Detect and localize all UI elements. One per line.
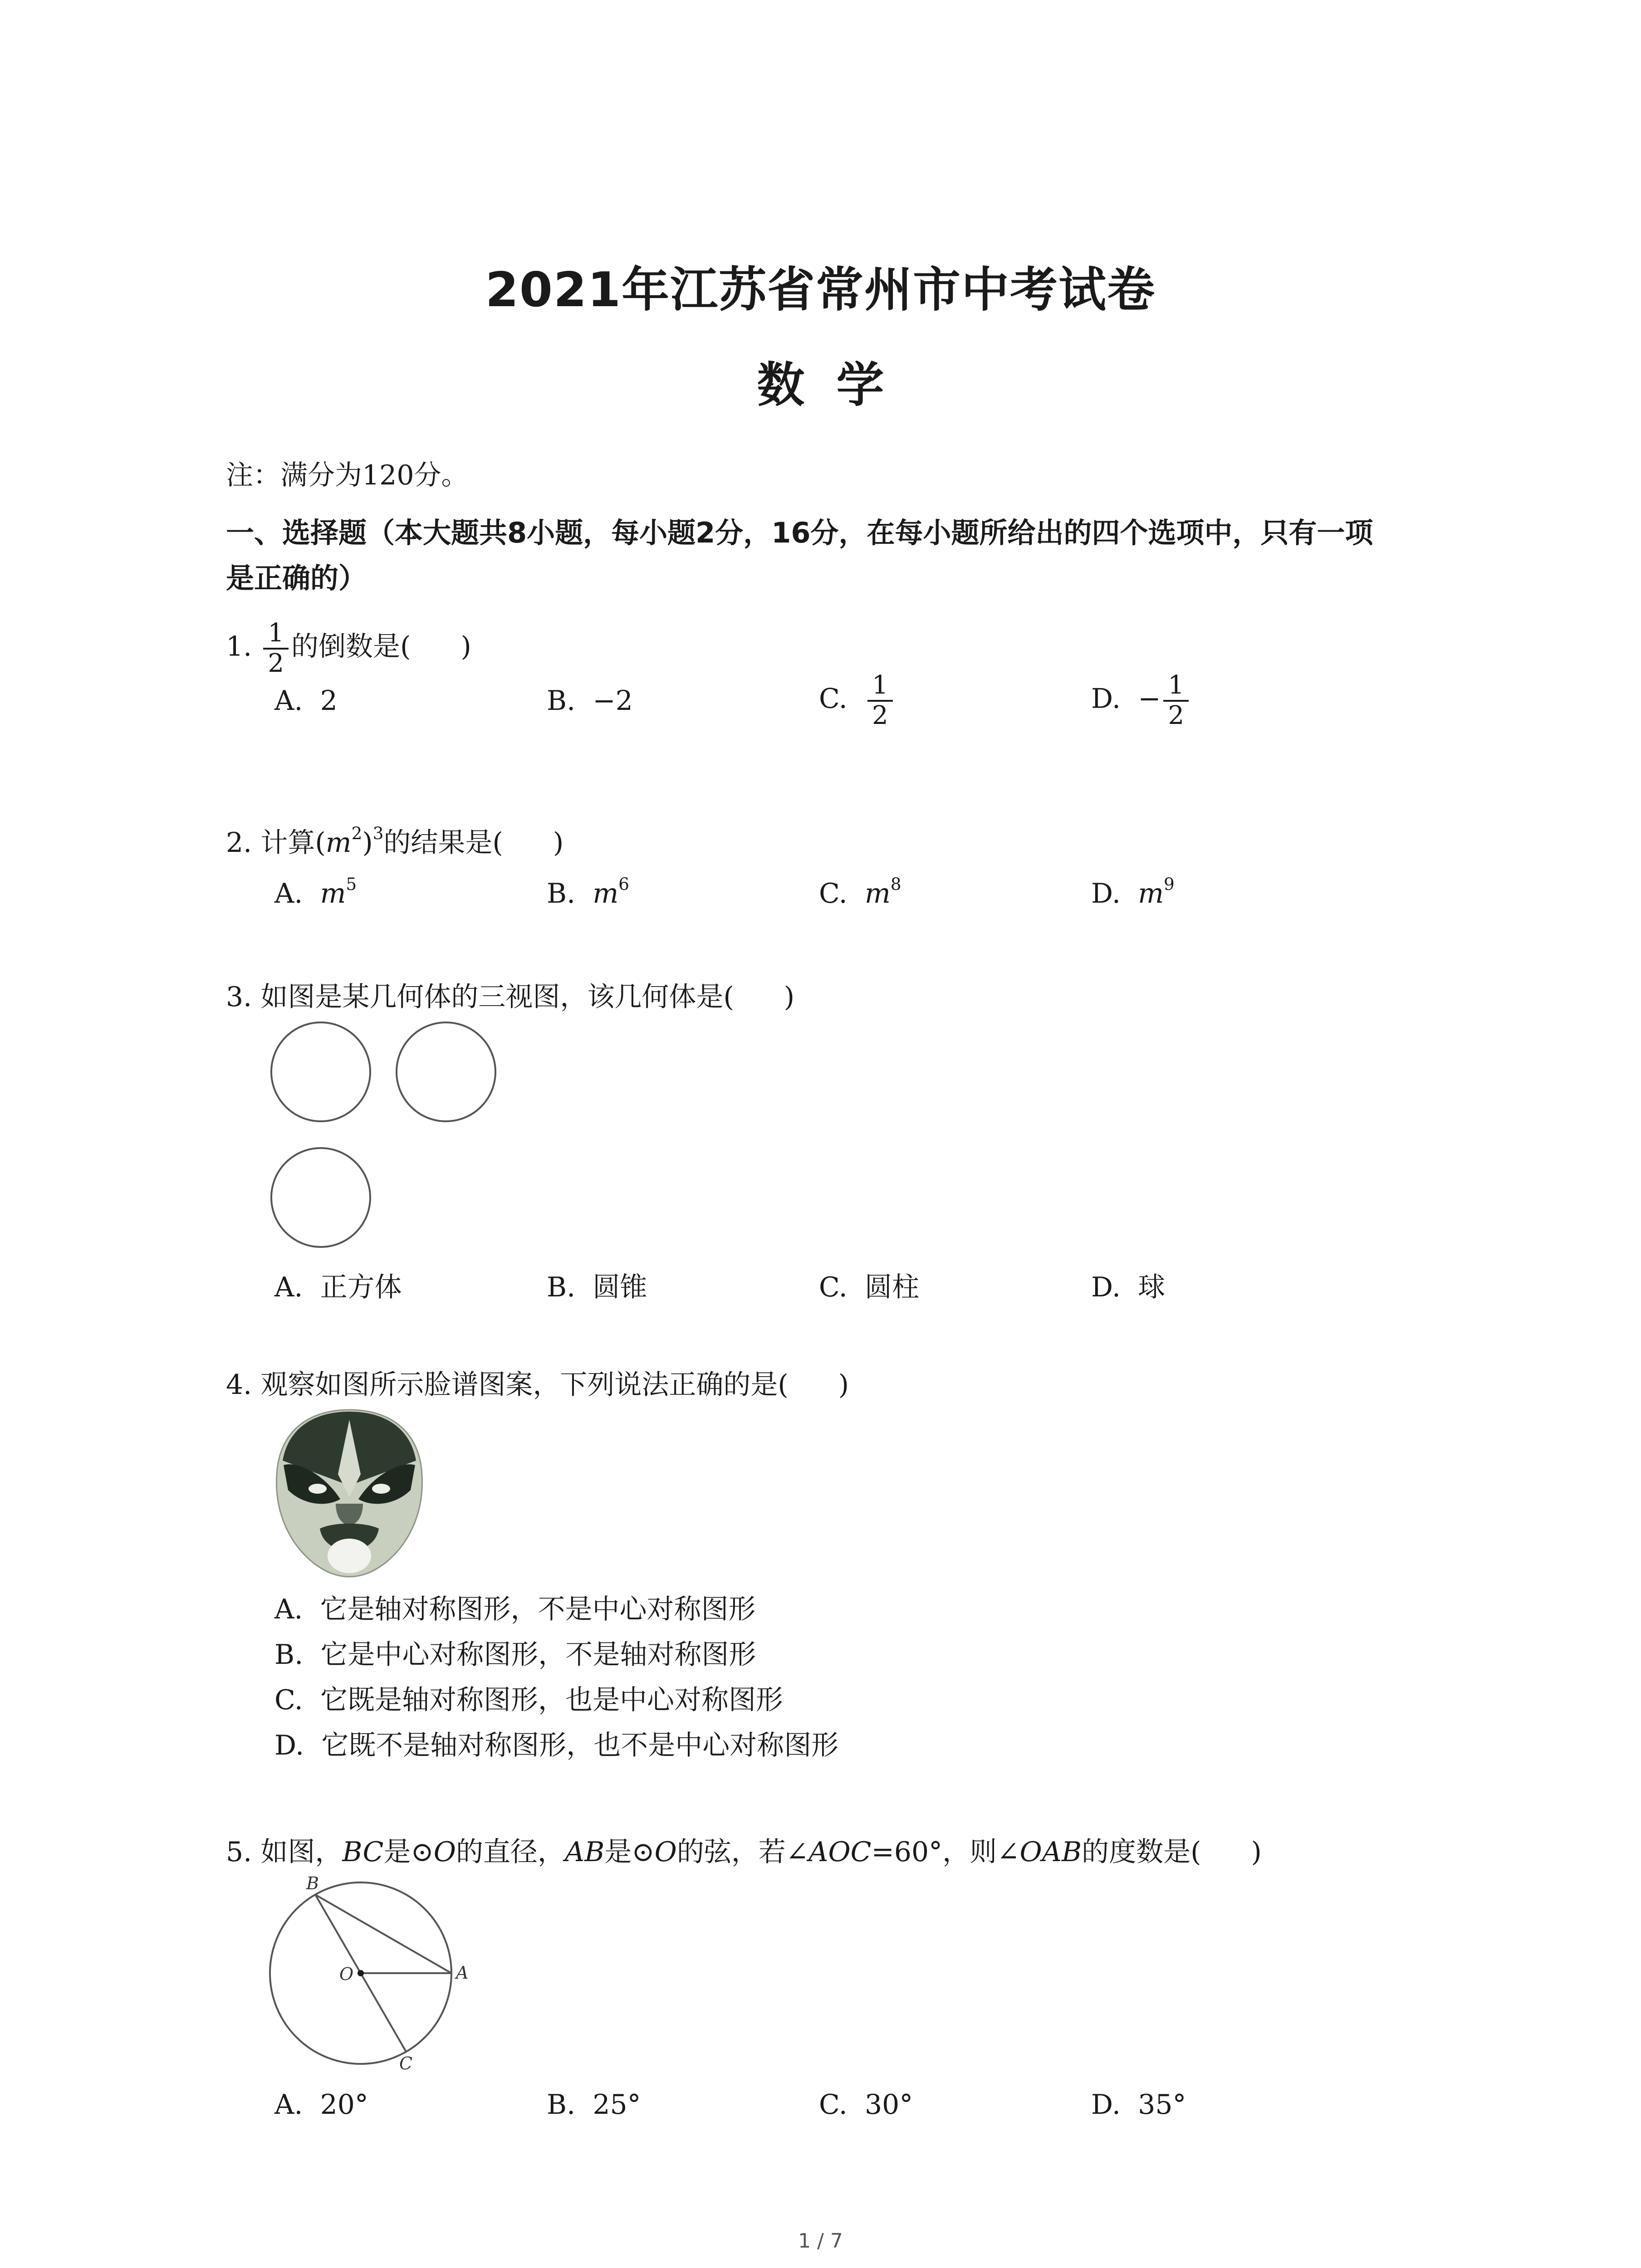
q2-close: ) — [553, 827, 564, 859]
q2-var: m — [325, 827, 352, 859]
q1-option-b[interactable] — [547, 685, 633, 717]
q3-d-text: 球 — [1138, 1271, 1166, 1303]
q5-aoc: AOC — [808, 1836, 872, 1868]
q1-frac-den: 2 — [268, 648, 284, 678]
q3-d-label: D. — [1091, 1271, 1121, 1303]
q5-close: ) — [1251, 1836, 1262, 1868]
opera-mask-image — [270, 1406, 429, 1579]
q5-ab: AB — [564, 1836, 605, 1868]
q5-option-d[interactable] — [1091, 2089, 1186, 2121]
q5-number: 5. — [226, 1836, 252, 1868]
label-c: C — [399, 2053, 413, 2073]
q2-option-d[interactable] — [1091, 874, 1175, 909]
q5-t4: 是⊙ — [604, 1836, 655, 1868]
q4-option-a[interactable] — [274, 1588, 756, 1627]
q5-t7: 的度数是( — [1082, 1836, 1201, 1868]
q5-bc: BC — [342, 1836, 384, 1868]
question-1 — [226, 619, 471, 678]
q2-exp-inner: 2 — [351, 823, 362, 844]
q4-d-text: 它既不是轴对称图形，也不是中心对称图形 — [321, 1730, 839, 1761]
three-view-figure — [268, 1018, 513, 1254]
q4-close: ) — [838, 1369, 849, 1401]
q5-c-label: C. — [819, 2089, 847, 2121]
circle-geometry-figure — [263, 1873, 481, 2073]
q4-number: 4. — [226, 1369, 252, 1401]
q3-c-text: 圆柱 — [865, 1271, 919, 1303]
chord-ab — [315, 1895, 451, 1973]
q4-b-text: 它是中心对称图形，不是轴对称图形 — [320, 1639, 756, 1671]
q4-b-label: B. — [274, 1639, 304, 1671]
q1-c-num: 1 — [867, 671, 893, 702]
q5-t5: 的弦，若∠ — [676, 1836, 809, 1868]
q2-option-c[interactable] — [819, 874, 901, 909]
q1-text: 的倒数是( — [291, 631, 411, 663]
q5-b-label: B. — [547, 2089, 576, 2121]
q5-a-text: 20° — [320, 2089, 368, 2121]
q5-t6: =60°，则∠ — [871, 1836, 1020, 1868]
q2-d-exp: 9 — [1164, 874, 1175, 894]
q5-c-text: 30° — [865, 2089, 913, 2121]
q2-c-var: m — [865, 878, 891, 909]
q5-t1: 如图， — [260, 1836, 343, 1868]
q1-option-c[interactable] — [819, 671, 896, 730]
q1-number: 1. — [226, 631, 252, 663]
q1-a-text: 2 — [320, 685, 338, 717]
subject-title: 数学 — [757, 357, 916, 413]
q1-a-label: A. — [274, 685, 303, 717]
q3-a-text: 正方体 — [320, 1271, 402, 1303]
q1-c-label: C. — [819, 683, 847, 715]
q3-close: ) — [784, 981, 795, 1013]
q2-b-var: m — [593, 878, 619, 909]
q1-c-den: 2 — [872, 700, 888, 730]
q5-oab: OAB — [1019, 1836, 1082, 1868]
q1-d-fraction — [1163, 671, 1189, 730]
page-title: 2021年江苏省常州市中考试卷 — [485, 262, 1156, 318]
q5-option-a[interactable] — [274, 2089, 368, 2121]
q1-frac-num: 1 — [263, 619, 289, 650]
side-view-circle — [397, 1022, 495, 1121]
q5-o2: O — [654, 1836, 677, 1868]
q5-b-text: 25° — [593, 2089, 641, 2121]
question-2 — [226, 821, 563, 860]
q4-d-label: D. — [274, 1730, 304, 1761]
q1-c-fraction — [867, 671, 893, 730]
q5-a-label: A. — [274, 2089, 303, 2121]
q1-d-sign: − — [1138, 683, 1161, 715]
page-number: 1 / 7 — [798, 2229, 843, 2253]
mask-left-eye — [309, 1484, 327, 1494]
q1-d-label: D. — [1091, 683, 1121, 715]
q4-option-c[interactable] — [274, 1678, 783, 1717]
label-b: B — [306, 1873, 319, 1893]
mask-chin — [328, 1539, 371, 1573]
q1-close: ) — [460, 631, 471, 663]
q3-b-text: 圆锥 — [593, 1271, 647, 1303]
q3-number: 3. — [226, 981, 252, 1013]
q4-text: 观察如图所示脸谱图案，下列说法正确的是( — [260, 1369, 789, 1401]
q4-a-label: A. — [274, 1593, 303, 1625]
q5-o1: O — [433, 1836, 456, 1868]
q2-a-label: A. — [274, 878, 303, 909]
q2-number: 2. — [226, 827, 252, 859]
q2-text-pre: 计算( — [260, 827, 326, 859]
q4-option-d[interactable] — [274, 1724, 838, 1763]
q3-option-d[interactable] — [1091, 1266, 1165, 1305]
q1-d-den: 2 — [1168, 700, 1185, 730]
q2-c-label: C. — [819, 878, 847, 909]
score-note: 注：满分为120分。 — [226, 459, 469, 491]
q5-d-text: 35° — [1138, 2089, 1186, 2121]
q1-d-num: 1 — [1163, 671, 1189, 702]
q2-text-mid: ) — [362, 827, 373, 859]
question-4 — [226, 1363, 849, 1402]
q5-t2: 是⊙ — [383, 1836, 434, 1868]
q1-b-text: −2 — [593, 685, 633, 717]
q2-option-b[interactable] — [547, 874, 629, 909]
q2-b-label: B. — [547, 878, 576, 909]
front-view-circle — [271, 1022, 370, 1121]
q4-c-text: 它既是轴对称图形，也是中心对称图形 — [320, 1684, 783, 1716]
q3-option-a[interactable] — [274, 1266, 402, 1305]
q5-d-label: D. — [1091, 2089, 1121, 2121]
section-heading-line1: 一、选择题（本大题共8小题，每小题2分，16分，在每小题所给出的四个选项中，只有一项 — [226, 516, 1373, 549]
q3-b-label: B. — [547, 1271, 576, 1303]
q5-option-c[interactable] — [819, 2089, 913, 2121]
top-view-circle — [271, 1148, 370, 1247]
q2-exp-outer: 3 — [372, 823, 384, 844]
label-o: O — [339, 1964, 354, 1984]
q2-text-post: 的结果是( — [383, 827, 503, 859]
q3-text: 如图是某几何体的三视图，该几何体是( — [260, 981, 734, 1013]
question-5 — [226, 1830, 1262, 1869]
q1-option-a[interactable] — [274, 685, 338, 717]
q2-option-a[interactable] — [274, 874, 357, 909]
q2-a-exp: 5 — [346, 874, 357, 894]
q4-c-label: C. — [274, 1684, 303, 1716]
mask-right-eye — [372, 1484, 390, 1494]
q3-option-c[interactable] — [819, 1266, 919, 1305]
question-3 — [226, 975, 794, 1014]
label-a: A — [456, 1963, 469, 1983]
q3-a-label: A. — [274, 1271, 303, 1303]
section-heading-line2: 是正确的） — [226, 562, 367, 595]
q5-t3: 的直径， — [456, 1836, 565, 1868]
q3-option-b[interactable] — [547, 1266, 647, 1305]
q2-d-var: m — [1138, 878, 1164, 909]
q1-b-label: B. — [547, 685, 576, 717]
q4-a-text: 它是轴对称图形，不是中心对称图形 — [320, 1593, 756, 1625]
q5-option-b[interactable] — [547, 2089, 641, 2121]
q2-c-exp: 8 — [890, 874, 901, 894]
q2-a-var: m — [320, 878, 346, 909]
q2-d-label: D. — [1091, 878, 1121, 909]
q3-c-label: C. — [819, 1271, 847, 1303]
center-point — [358, 1970, 364, 1976]
q1-fraction — [263, 619, 289, 678]
q1-option-d[interactable] — [1091, 671, 1191, 730]
q2-b-exp: 6 — [618, 874, 629, 894]
q4-option-b[interactable] — [274, 1633, 756, 1672]
